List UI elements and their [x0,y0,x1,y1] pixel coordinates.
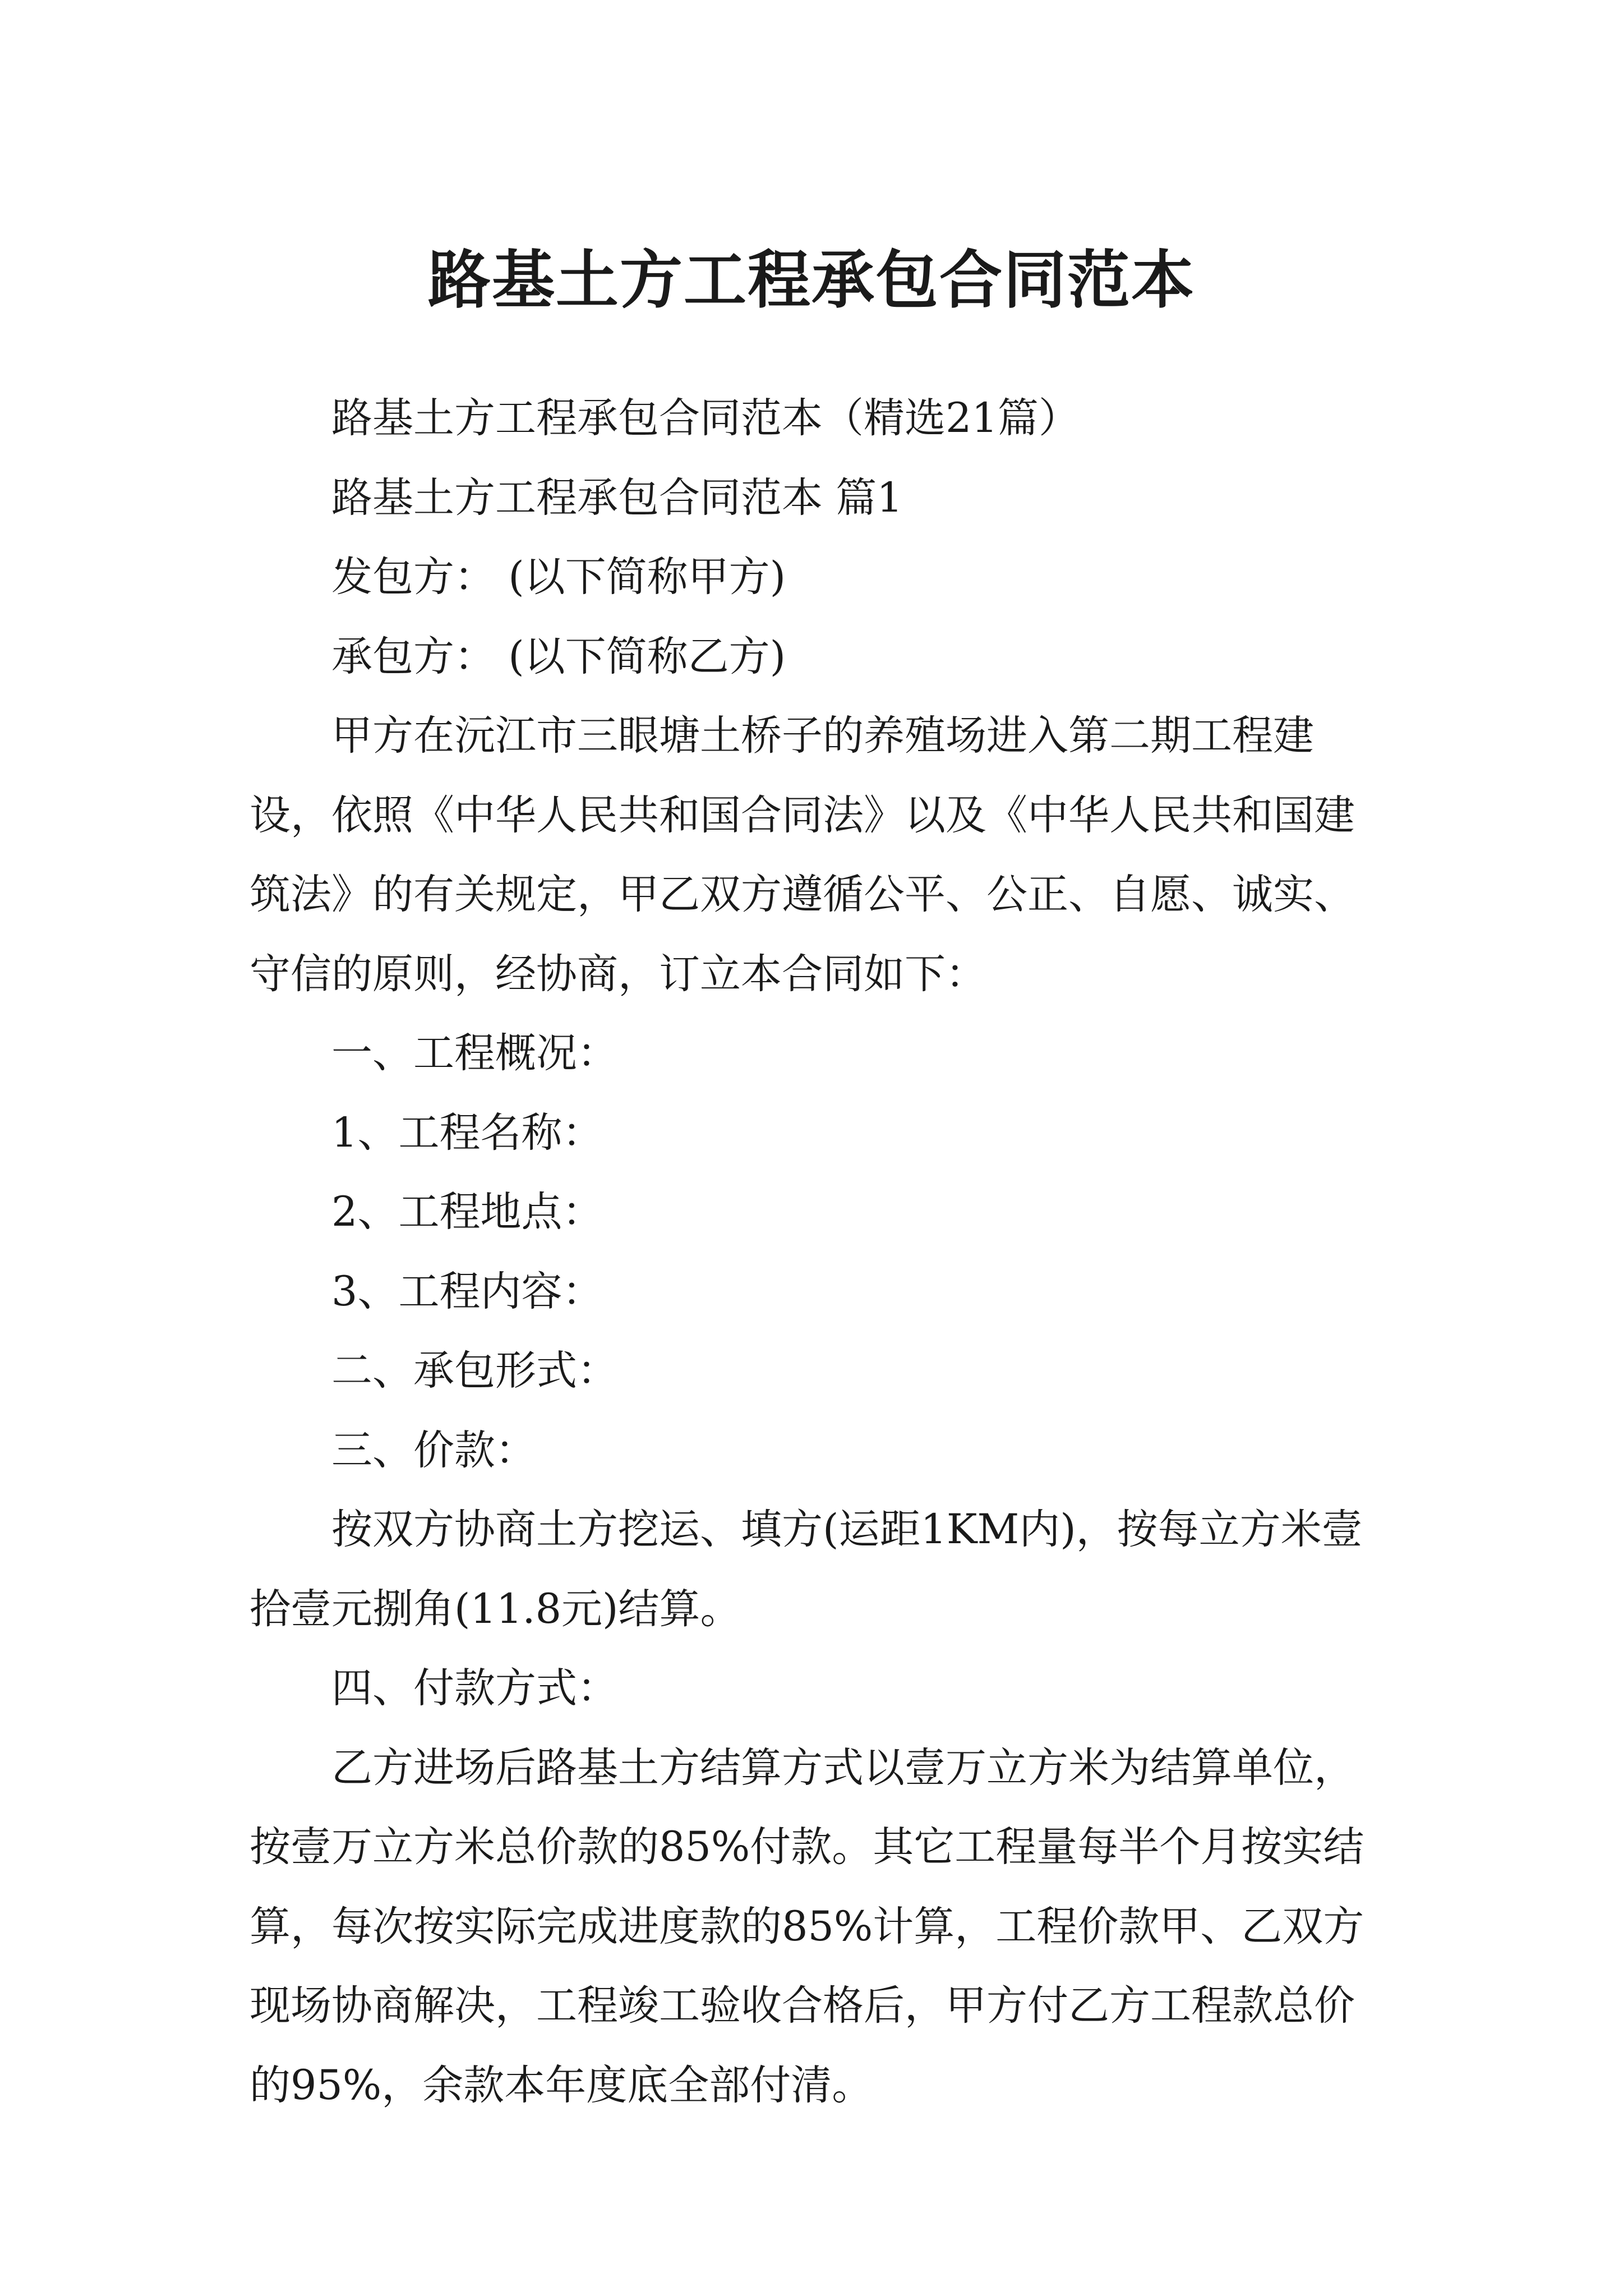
document-body [250,379,1394,2125]
price-paragraph: 按双方协商土方挖运、填方(运距1KM内)，按每立方米壹拾壹元捌角(11.8元)结算。 [250,1506,1363,1633]
clause-heading-overview: 一、工程概况： [331,1029,618,1077]
preamble-paragraph: 甲方在沅江市三眼塘土桥子的养殖场进入第二期工程建设，依照《中华人民共和国合同法》以及《中华人民共和国建筑法》的有关规定，甲乙双方遵循公平、公正、自愿、诚实、守信的原则，经协商，订立本合同如下： [250,712,1355,998]
party-b-line: 承包方： (以下简称乙方) [331,632,786,680]
payment-paragraph: 乙方进场后路基土方结算方式以壹万立方米为结算单位，按壹万立方米总价款的85%付款。其它工程量每半个月按实结算，每次按实际完成进度款的85%计算，工程价款甲、乙双方现场协商解决，工程竣工验收合格后，甲方付乙方工程款总价的95%，余款本年度底全部付清。 [250,1743,1364,2109]
clause-heading-contract-form: 二、承包形式： [331,1347,618,1395]
clause-heading-price: 三、价款： [331,1426,536,1474]
party-a-line: 发包方： (以下简称甲方) [331,553,786,601]
clause-item-location: 2、工程地点： [331,1188,603,1236]
clause-heading-payment: 四、付款方式： [331,1664,618,1712]
document-title: 路基土方工程承包合同范本 [428,243,1195,318]
clause-item-content: 3、工程内容： [331,1267,603,1315]
clause-item-name: 1、工程名称： [331,1108,603,1157]
section-heading: 路基土方工程承包合同范本 篇1 [331,473,903,522]
collection-heading: 路基土方工程承包合同范本（精选21篇） [331,394,1080,442]
